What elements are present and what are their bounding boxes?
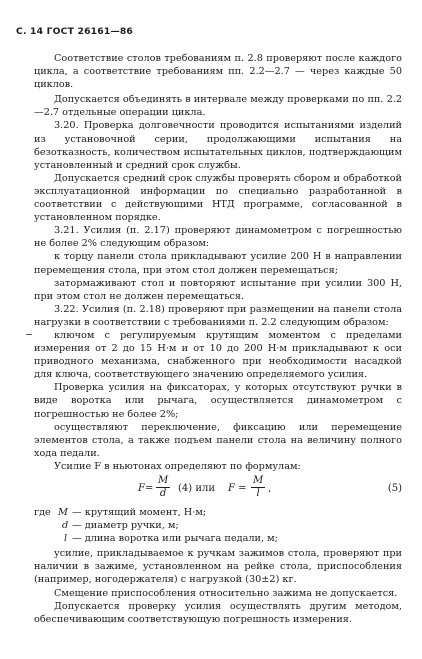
formula-denominator-2: l [256, 488, 260, 499]
formula-reference-4: (4) или [178, 483, 216, 494]
paragraph: Проверка усилия на фиксаторах, у которых отсутствуют ручки в виде воротка или рычага, осуществляется динамометром с погрешностью не более 2%; [34, 382, 402, 420]
formula-lhs-1: F= [138, 483, 154, 494]
definition-row [34, 519, 402, 532]
formula-numerator-1: M [158, 475, 169, 486]
paragraph: 3.20. Проверка долговечности проводится испытаниями изделий из установочной серии, продолжающими испытания на безотказность, количеством испытательных циклов, подтверждающим установленный и средний срок службы. [34, 120, 402, 171]
paragraph: Усилие F в ньютонах определяют по формулам: [54, 460, 301, 472]
paragraph: Смещение приспособления относительно зажима не допускается. [54, 587, 398, 599]
paragraph: Соответствие столов требованиям п. 2.8 проверяют после каждого цикла, а соответствие требованиям пп. 2.2—2.7 — через каждые 50 циклов. [34, 53, 402, 91]
paragraph: Допускается средний срок службы проверять сбором и обработкой эксплуатационной информации по специально разработанной в соответствии с действующими НТД программе, согласованной в установленном порядке. [34, 172, 402, 224]
formula-denominator-1: d [159, 488, 167, 499]
definition-text: — крутящий момент, Н·м; [72, 507, 207, 518]
formula-fraction-2 [251, 475, 265, 500]
formula-comma: , [268, 483, 272, 494]
definition-text: — длина воротка или рычага педали, м; [72, 533, 278, 545]
paragraph: затормаживают стол и повторяют испытание при усилии 300 Н, при этом стол не должен перемещаться. [34, 277, 402, 302]
definition-row [34, 532, 402, 545]
definition-symbol: l [64, 533, 68, 545]
paragraph: Допускается объединять в интервале между проверками по пп. 2.2—2.7 отдельные операции цикла. [34, 94, 402, 119]
paragraph: 3.22. Усилия (п. 2.18) проверяют при размещении на панели стола нагрузки в соответствии с требованиями п. 2.2 следующим образом: [34, 303, 402, 328]
definition-row [34, 506, 402, 519]
paragraph: ключом с регулируемым крутящим моментом с пределами измерения от 2 до 15 Н·м и от 10 до 200 Н·м прикладывают к оси приводного механизма, снабженного при необходимости насадкой для ключа, соответствующего значению определяемого усилия. [34, 329, 402, 381]
definition-symbol: d [62, 520, 69, 532]
paragraph: осуществляют переключение, фиксацию или перемещение элементов стола, а также подъем панели стола на величину полного хода педали. [34, 421, 402, 459]
paragraph: Допускается проверку усилия осуществлять другим методом, обеспечивающим соответствующую погрешность измерения. [34, 600, 402, 625]
paragraph: 3.21. Усилия (п. 2.17) проверяют динамометром с погрешностью не более 2% следующим образом: [34, 225, 402, 250]
definition-text: — диаметр ручки, м; [72, 520, 179, 532]
equation-number: (5) [387, 483, 402, 494]
formula-block [34, 474, 402, 504]
definition-symbol: M [58, 507, 68, 518]
paragraph: к торцу панели стола прикладывают усилие 200 Н в направлении перемещения стола, при этом стол должен перемещаться; [34, 251, 402, 276]
variable-definitions [34, 506, 402, 545]
document-body [34, 52, 402, 626]
margin-mark [26, 334, 32, 335]
page-header: С. 14 ГОСТ 26161—86 [16, 26, 134, 37]
formula-numerator-2: M [253, 475, 264, 486]
definition-prefix: где [34, 507, 51, 518]
paragraph: усилие, прикладываемое к ручкам зажимов стола, проверяют при наличии в зажиме, установленном на рейке стола, приспособления (например, ногодержателя) с нагрузкой (30±2) кг. [34, 548, 402, 586]
formula-fraction-1 [156, 475, 170, 500]
formula-lhs-2: F = [228, 483, 247, 494]
